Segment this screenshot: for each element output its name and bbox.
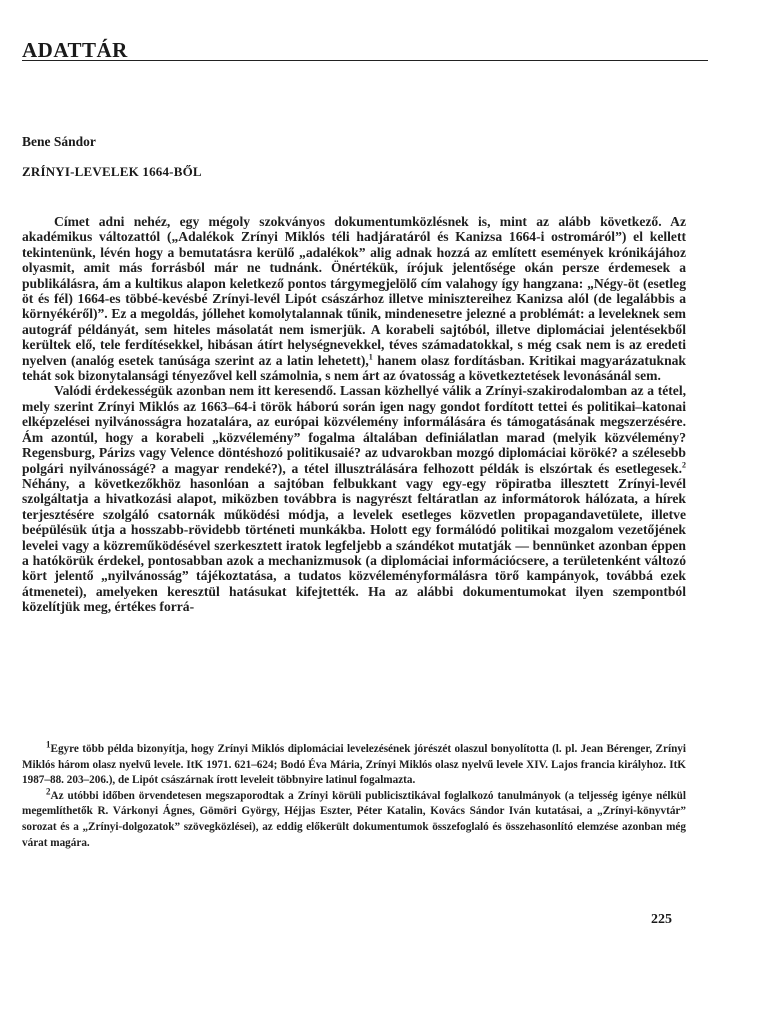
body-paragraph-1-part-b: hanem olasz fordításban. Kritikai magyarázatuknak tehát sok bizonytalansági tényezővel kell számolnia, s nem árt az óvatosság a következtetések levonásánál sem. bbox=[22, 352, 686, 384]
body-paragraph-1-part-a: Címet adni nehéz, egy mégoly szokványos dokumentumközlésnek is, mint az alább következő. Az akadémikus változattól („Adalékok Zrínyi Miklós téli hadjáratáról és Kanizsa 1664-i ostromáról”) el kellett tekintenünk, lévén hogy a bemutatásra kerülő „adalékok” alig adnak hozzá az említett események krónikájához olyasmit, amit más forrásból már ne tudnánk. Önértékük, írójuk jelentősége okán persze érdemesek a publikálásra, ám a kultikus alapon keletkező pontos tárgymegjelölő cím valahogy így hangzana: „Négy-öt (esetleg öt és fél) 1664-es többé-kevésbé Zrínyi-levél Lipót császárhoz illetve minisztereihez Kanizsa alól (de legalábbis a környékéről)”. Ez a megoldás, jóllehet komolytalannak tűnik, mindenesetre jelezné a problémát: a leveleknek sem autográf példányát, sem hiteles másolatát nem ismerjük. A korabeli sajtóból, illetve diplomáciai jelentésekből kerültek elő, tele ferdítésekkel, hibásan átírt helységnevekkel, téves számadatokkal, s még csak nem is az eredeti nyelven (analóg esetek tanúsága szerint az a latin lehetett), bbox=[22, 214, 686, 368]
body-paragraph-2-part-a: Valódi érdekességük azonban nem itt keresendő. Lassan közhellyé válik a Zrínyi-szakirodalomban az a tétel, mely szerint Zrínyi Miklós az 1663–64-i török háború során igen nagy gondot fordított tettei és politikai–katonai elképzelései nyilvánosságra hozatalára, az európai közvélemény informálására és támogatásának megszerzésére. Ám azontúl, hogy a korabeli „közvélemény” fogalma általában definiálatlan marad (melyik közvélemény? Regensburg, Párizs vagy Velence döntéshozó politikusaié? az udvarokban mozgó diplomáciai köröké? a szélesebb polgári nyilvánosságé? a magyar rendeké?), a tétel illusztrálására felhozott példák is elszórtak és esetlegesek. bbox=[22, 383, 686, 476]
article-title: ZRÍNYI-LEVELEK 1664-BŐL bbox=[22, 164, 202, 179]
footnote-2 bbox=[22, 786, 686, 851]
footnote-1 bbox=[22, 739, 686, 789]
body-paragraph-2-part-b: Néhány, a következőkhöz hasonlóan a sajtóban felbukkant vagy egy-egy röpiratba illesztett Zrínyi-levél szolgáltatja a hivatkozási alapot, miközben továbbra is nagyrészt feltáratlan az informátorok hálózata, a hírek terjesztésére szolgáló csatornák működési módja, a levelek esetleges közvetlen propagandavetülete, illetve beépülésük útja a hosszabb-rövidebb történeti munkákba. Holott egy formálódó politikai mozgalom vezetőjének levelei vagy a közreműködésével szerkesztett iratok legfeljebb a szándékot mutatják — bennünket azonban éppen a hatókörük érdekel, pontosabban azok a mechanizmusok (a diplomáciai információcsere, a területenként változó kört jelentő „nyilvánosság” tájékoztatása, a tudatos közvéleményformálásra törő kampányok, továbbá ezek átmenetei), amelyeken keresztül hatásukat kifejtették. Ha az alábbi dokumentumokat ilyen szempontból közelítjük meg, értékes forrá- bbox=[22, 475, 686, 615]
footnotes bbox=[22, 739, 686, 851]
footnote-1-mark: 1 bbox=[46, 739, 51, 750]
footnote-2-mark: 2 bbox=[46, 786, 51, 797]
footnote-1-text: Egyre több példa bizonyítja, hogy Zrínyi Miklós diplomáciai levelezésének jórészét olaszul bonyolította (l. pl. Jean Bérenger, Zrínyi Miklós három olasz nyelvű levele. ItK 1971. 621–624; Bodó Éva Mária, Zrínyi Miklós olasz nyelvű levele XIV. Lajos francia királyhoz. ItK 1987–88. 203–206.), de Lipót császárnak írott leveleit többnyire latinul fogalmazta. bbox=[22, 743, 686, 787]
page-number: 225 bbox=[651, 912, 672, 927]
article-author: Bene Sándor bbox=[22, 134, 96, 149]
body-paragraph-2 bbox=[22, 383, 686, 614]
footnote-2-text: Az utóbbi időben örvendetesen megszaporodtak a Zrínyi körüli publicisztikával foglalkozó tanulmányok (a teljesség igénye nélkül megemlíthetők R. Várkonyi Ágnes, Gömöri György, Héjjas Eszter, Péter Katalin, Kovács Sándor Iván kutatásai, a „Zrínyi-könyvtár” sorozat és a „Zrínyi-dolgozatok” szövegközlései), az eddig előkerült dokumentumok összefoglaló és összehasonlító elemzése azonban még várat magára. bbox=[22, 789, 686, 849]
article-body bbox=[22, 214, 686, 615]
footnote-ref-1: 1 bbox=[368, 352, 373, 362]
section-title: ADATTÁR bbox=[22, 38, 128, 62]
body-paragraph-1 bbox=[22, 214, 686, 383]
footnote-ref-2: 2 bbox=[682, 459, 686, 469]
header-rule bbox=[22, 60, 708, 61]
